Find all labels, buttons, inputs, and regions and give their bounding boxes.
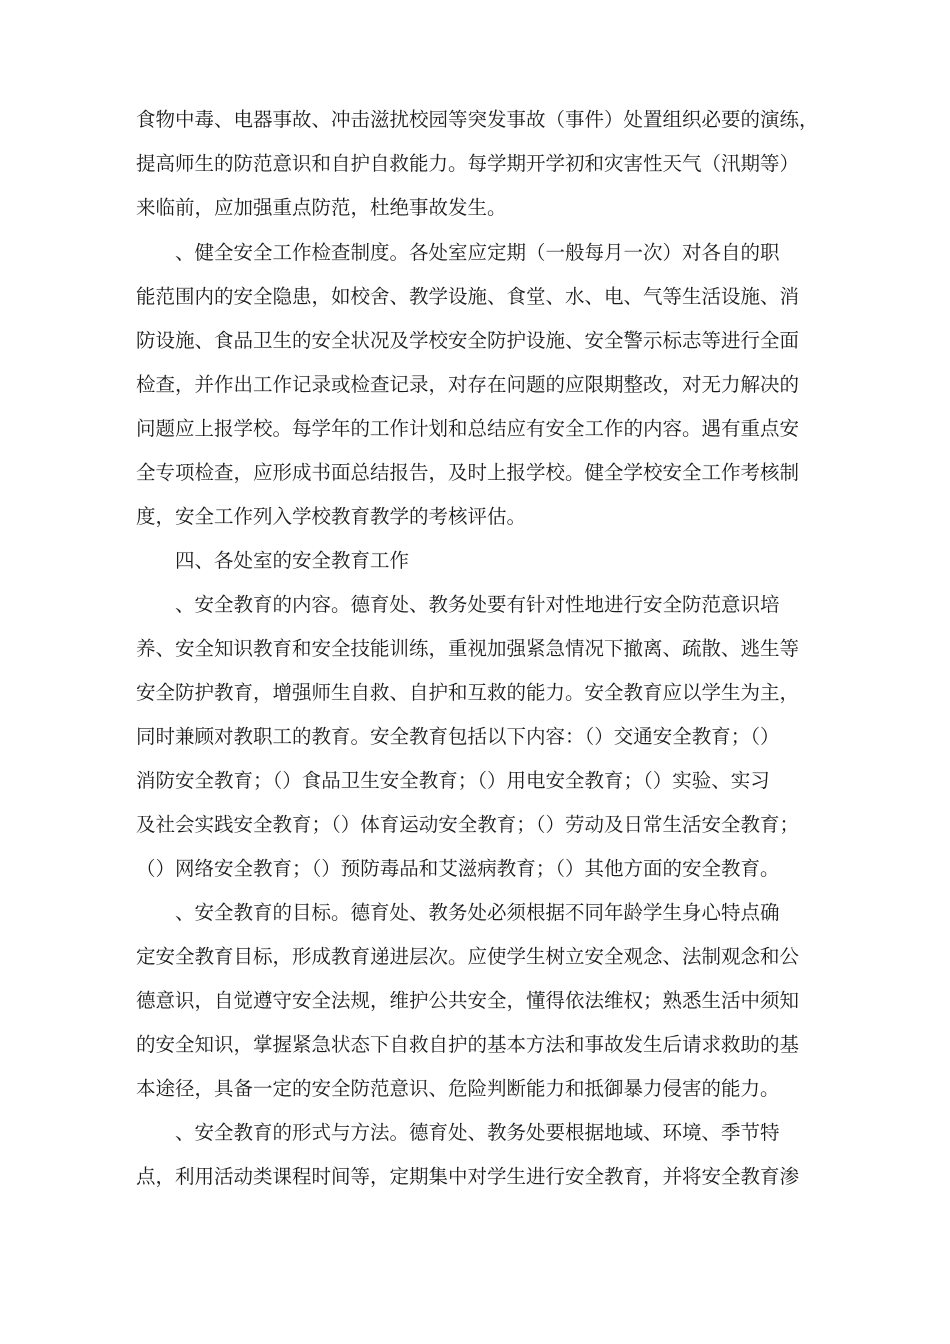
text-line: 全专项检查，应形成书面总结报告，及时上报学校。健全学校安全工作考核制	[136, 461, 800, 484]
text-line: 消防安全教育；（）食品卫生安全教育；（）用电安全教育；（）实验、实习	[136, 769, 770, 792]
text-line: 检查，并作出工作记录或检查记录，对存在问题的应限期整改，对无力解决的	[136, 373, 800, 396]
paragraph-start-line: 、安全教育的内容。德育处、教务处要有针对性地进行安全防范意识培	[136, 593, 780, 616]
text-line: 同时兼顾对教职工的教育。安全教育包括以下内容：（）交通安全教育；（）	[136, 725, 780, 748]
text-line: 安全防护教育，增强师生自救、自护和互救的能力。安全教育应以学生为主，	[136, 681, 800, 704]
text-line: 德意识，自觉遵守安全法规，维护公共安全，懂得依法维权；熟悉生活中须知	[136, 989, 800, 1012]
text-line: 防设施、食品卫生的安全状况及学校安全防护设施、安全警示标志等进行全面	[136, 329, 800, 352]
text-line: 本途径，具备一定的安全防范意识、危险判断能力和抵御暴力侵害的能力。	[136, 1077, 780, 1100]
text-line: 度，安全工作列入学校教育教学的考核评估。	[136, 505, 527, 528]
paragraph-start-line: 、安全教育的目标。德育处、教务处必须根据不同年龄学生身心特点确	[136, 901, 780, 924]
section-heading: 四、各处室的安全教育工作	[136, 549, 410, 572]
text-line: 问题应上报学校。每学年的工作计划和总结应有安全工作的内容。遇有重点安	[136, 417, 800, 440]
text-line: 养、安全知识教育和安全技能训练，重视加强紧急情况下撤离、疏散、逃生等	[136, 637, 800, 660]
text-line: 来临前，应加强重点防范，杜绝事故发生。	[136, 196, 507, 219]
text-line: 提高师生的防范意识和自护自救能力。每学期开学初和灾害性天气（汛期等）	[136, 152, 800, 175]
text-line: 食物中毒、电器事故、冲击滋扰校园等突发事故（事件）处置组织必要的演练，	[136, 108, 819, 131]
text-line: 定安全教育目标，形成教育递进层次。应使学生树立安全观念、法制观念和公	[136, 945, 800, 968]
text-line: 及社会实践安全教育；（）体育运动安全教育；（）劳动及日常生活安全教育；	[136, 813, 800, 836]
paragraph-start-line: 、安全教育的形式与方法。德育处、教务处要根据地域、环境、季节特	[136, 1121, 780, 1144]
text-line: 能范围内的安全隐患，如校舍、教学设施、食堂、水、电、气等生活设施、消	[136, 285, 800, 308]
text-line: 点，利用活动类课程时间等，定期集中对学生进行安全教育，并将安全教育渗	[136, 1165, 800, 1188]
text-line: （）网络安全教育；（）预防毒品和艾滋病教育；（）其他方面的安全教育。	[136, 857, 780, 880]
paragraph-start-line: 、健全安全工作检查制度。各处室应定期（一般每月一次）对各自的职	[136, 241, 780, 264]
text-line: 的安全知识，掌握紧急状态下自救自护的基本方法和事故发生后请求救助的基	[136, 1033, 800, 1056]
